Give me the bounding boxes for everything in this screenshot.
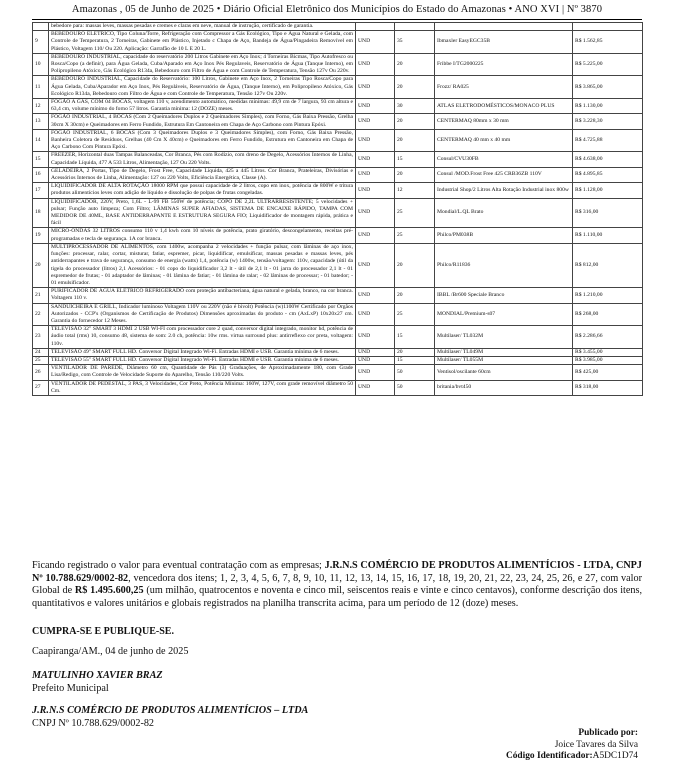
item-brand: CENTERMAQ 40 mm x 40 mm: [435, 129, 573, 152]
item-number: 21: [33, 288, 49, 303]
item-description: MICRO-ONDAS 32 LITROS consumo 110 v 1,4 kwh com 10 níveis de potência, prato giratório, descongelamento, receitas pré-programadas e tecla de segurança. 1A cor branca.: [49, 228, 356, 243]
item-unit: UND: [356, 380, 395, 395]
item-number: 16: [33, 167, 49, 182]
mayor-signature: [32, 670, 642, 695]
table-row: [33, 303, 643, 326]
item-number: 17: [33, 183, 49, 198]
item-quantity: 25: [395, 198, 435, 228]
item-description: VENTILADOR DE PAREDE, Diâmetro 60 cm, Quantidade de Pás (3) Graduações, de Aproximadamente 180, com Grade Lisa/Redigo, com Controle de Velocidade Suporte do Aparelho, Tensão 110/220 Volts.: [49, 365, 356, 380]
item-brand: CENTERMAQ 80mm x 30 mm: [435, 114, 573, 129]
paragraph-mid: , vencedora dos itens; 1, 2, 3, 4, 5, 6, 7, 8, 9, 10, 11, 12, 13, 14, 15, 16, 17, 18, 19, 20, 21, 22, 23, 24, 25, 26, e 27, com valor Global de: [32, 572, 642, 596]
item-quantity: 15: [395, 326, 435, 349]
paragraph-company: J.R.N.S COMÉRCIO DE PRODUTOS ALIMENTÍCIOS - LTDA, CNPJ Nº 10.788.629/0002-82: [32, 560, 642, 584]
item-quantity: 20: [395, 243, 435, 287]
item-brand: Ibmaxler EasyEGC35B: [435, 31, 573, 54]
item-price: R$ 3.228,30: [573, 114, 643, 129]
paragraph-total: R$ 1.495.600,25: [74, 585, 144, 596]
table-row: [33, 348, 643, 356]
item-unit: UND: [356, 303, 395, 326]
mayor-role: Prefeito Municipal: [32, 682, 109, 694]
company-cnpj: CNPJ Nº 10.788.629/0002-82: [32, 717, 155, 729]
items-table: [32, 22, 643, 396]
item-number: [33, 23, 49, 31]
items-table-body: [33, 23, 643, 396]
mayor-name: MATULINHO XAVIER BRAZ: [32, 670, 163, 681]
item-quantity: 12: [395, 183, 435, 198]
item-quantity: 20: [395, 288, 435, 303]
item-description: SANDUICHEIRA E GRILL, Indicador luminoso Voltagem 110V ou 220V (não é bivolt) Potência (w)1100W Certificado por Órgãos Autorizados - CCP's (Organismos de Certificação de Produtos) Dimensões aproximadas do produto - cm (AxLxP) 10x20x27 cm. Garantia do fornecedor 12 Meses.: [49, 303, 356, 326]
item-brand: Mondial/L.QL Brato: [435, 198, 573, 228]
item-quantity: 20: [395, 167, 435, 182]
item-number: 11: [33, 76, 49, 99]
item-description: LIQUIDIFICADOR DE ALTA ROTAÇÃO 18000 RPM que possui capacidade de 2 litros, copo em inox, potência de 800W e tritura produtos alimentícios leves com adição de líquido e dissolução de polpas de frutas congeladas.: [49, 183, 356, 198]
item-brand: Multilaser/ TL032M: [435, 326, 573, 349]
item-price: R$ 318,00: [573, 380, 643, 395]
item-number: 13: [33, 114, 49, 129]
item-quantity: 20: [395, 114, 435, 129]
code-value: A5DC1D74: [592, 751, 638, 761]
item-description: PURIFICADOR DE ÁGUA ELETRICO REFRIGERADO com proteção antibacteriana, água natural e gelada, branco, na cor branca. Voltagem 110 v.: [49, 288, 356, 303]
published-by-label: Publicado por:: [578, 728, 638, 738]
item-price: R$ 316,00: [573, 198, 643, 228]
item-price: R$ 2.286,66: [573, 326, 643, 349]
item-brand: [435, 23, 573, 31]
item-description: TELEVISÃO 49" SMART FULL HD. Conversor Digital Integrado Wi-Fi. Entradas HDMI e USB. Garantia mínima de 6 meses.: [49, 348, 356, 356]
item-brand: MONDIAL/Premium-s07: [435, 303, 573, 326]
item-unit: UND: [356, 99, 395, 114]
item-price: R$ 3.455,00: [573, 348, 643, 356]
item-quantity: [395, 23, 435, 31]
table-row: [33, 228, 643, 243]
table-row: [33, 183, 643, 198]
item-brand: Consul /MOD.Frost Free 425 CRB36ZB 110V: [435, 167, 573, 182]
item-number: 15: [33, 152, 49, 167]
table-row: [33, 129, 643, 152]
page-header: Amazonas , 05 de Junho de 2025 • Diário Oficial Eletrônico dos Municípios do Estado do Amazonas • ANO XVI | Nº 3870: [71, 4, 603, 15]
paragraph-lead: Ficando registrado o valor para eventual contratação com as empresas;: [32, 560, 325, 571]
item-price: R$ 5.225,00: [573, 53, 643, 76]
cumpra-se-heading: CUMPRA-SE E PUBLIQUE-SE.: [32, 626, 174, 637]
item-number: 20: [33, 243, 49, 287]
item-price: R$ 812,00: [573, 243, 643, 287]
item-price: R$ 4.638,00: [573, 152, 643, 167]
item-brand: Multilaser/ TL049M: [435, 348, 573, 356]
item-brand: Multilaser/ TL055M: [435, 356, 573, 364]
publication-info: [506, 728, 638, 763]
publisher-name: Joice Tavares da Silva: [554, 739, 638, 750]
item-brand: Industrial Shop/2 Litros Alta Rotação Industrial inox 800w: [435, 183, 573, 198]
item-number: 26: [33, 365, 49, 380]
item-number: 22: [33, 303, 49, 326]
item-unit: UND: [356, 53, 395, 76]
item-price: R$ 425,00: [573, 365, 643, 380]
table-row: [33, 99, 643, 114]
item-price: R$ 1.210,00: [573, 288, 643, 303]
item-brand: Fribbe I/TG2000225: [435, 53, 573, 76]
item-brand: IBBL /Br600 Speciale Branco: [435, 288, 573, 303]
item-unit: UND: [356, 198, 395, 228]
table-row: [33, 23, 643, 31]
item-unit: UND: [356, 365, 395, 380]
table-row: [33, 53, 643, 76]
item-price: R$ 268,00: [573, 303, 643, 326]
item-quantity: 50: [395, 365, 435, 380]
company-signature: [32, 705, 642, 730]
item-description: FOGÃO A GÁS, COM 04 BOCAS, voltagem 110 v, acendimento automático, medidas mínimas: 49,9 cm de 7 largura, 93 cm altura e 63,4 cm, volume mínimo do forno 57 litros. Garantia mínima: 12 (DOZE) meses.: [49, 99, 356, 114]
item-description: BEBEDOURO INDUSTRIAL, Capacidade do Reservatório: 100 Litros, Gabinete em Aço Inox, 2 Torneiras Tipo Rosca/Copo para Água Gelada, Cuba/Aparador em Aço Inox, Pés Reguláveis, Reservatório de Água, (Tanque Interno), em Polipropileno Atóxico, Gás Ecológico R134a, Bebedouro com Filtro de Água e com Controle de Temperatura, Tensão 127v Ou 220v.: [49, 76, 356, 99]
item-unit: UND: [356, 31, 395, 54]
item-price: R$ 1.110,00: [573, 228, 643, 243]
item-description: LIQUIDIFICADOR, 220V, Preto, 1,6L - L-99 FB 550W de potência; COPO DE 2,2L ULTRARRESISTENTE; 5 velocidades + pulsar; Função auto limpeza; Com Filtro; LÂMINAS SUPER AFIADAS, SISTEMA DE ENCAIXE RÁPIDO, TAMPA COM MEDIDOR DE 40ML, BASE ANTIDERRAPANTE E ESTRUTURA SEGURA FIO; Liquidificador de montagem rápida, prática e fácil: [49, 198, 356, 228]
item-quantity: 20: [395, 348, 435, 356]
table-row: [33, 288, 643, 303]
item-brand: Philco/R11836: [435, 243, 573, 287]
item-brand: ATLAS ELETRODOMÉSTICOS/MONACO PLUS: [435, 99, 573, 114]
item-quantity: 20: [395, 76, 435, 99]
item-quantity: 30: [395, 99, 435, 114]
table-row: [33, 31, 643, 54]
table-row: [33, 243, 643, 287]
item-description: GELADEIRA, 2 Portas, Tipo de Degelo, Frost Free, Capacidade Líquida, 425 a 445 Litros. Cor Branca, Prateleiras, Divisórias e Acessórios Internos de Linha, Alimentação: 127 ou 220 Volts, Eficiência Energética, Classe (A).: [49, 167, 356, 182]
item-unit: UND: [356, 167, 395, 182]
item-unit: UND: [356, 228, 395, 243]
table-row: [33, 198, 643, 228]
item-description: FOGÃO INDUSTRIAL, 6 BOCAS (Com 3 Queimadores Duplos e 3 Queimadores Simples), com Forno, Gás Baixa Pressão, Banheira Coletora de Resíduos, Grelhas (40 Cm X 40cm) e Queimadores em Ferro Fundido, Estrutura em Cantoneira em Chapa de Aço Carbono Com Pintura Epóxi.: [49, 129, 356, 152]
item-description: BEBEDOURO INDUSTRIAL, capacidade do reservatório 200 Litros Gabinete em Aço Inox; 4 Torneiras Bicmas, Tipo Autofresco ou Rosca/Copo (a definir), para Água Gelada, Cuba/Aparado em Aço Inox Pés Regulaveis, Reservatório de Água (Tanque Interno), em Polipropileno Atóxico, Gás Ecológico R134a, Bebedouro com Filtro de Água e com Controle de Temperatura, Tensão 127v Ou 220v.: [49, 53, 356, 76]
item-quantity: 20: [395, 129, 435, 152]
item-brand: Philco/PM038B: [435, 228, 573, 243]
item-unit: UND: [356, 356, 395, 364]
table-row: [33, 326, 643, 349]
item-number: 9: [33, 31, 49, 54]
table-row: [33, 114, 643, 129]
paragraph-tail: (um milhão, quatrocentos e noventa e cinco mil, seiscentos reais e vinte e cinco centavos), conforme descrição dos itens, quantitativos e valores unitários e globais registrados na planilha transcrita acima, para um período de 12 (doze) meses.: [32, 585, 642, 609]
item-description: FREEZER, Horizontal duas Tampas Balanceadas, Cor Branca, Pés com Rodízio, com dreno de Degelo, Acessórios Internos de Linha, Capacidade Líquida, 477 A 533 Litros, Alimentação, 127 Ou 220 Volts.: [49, 152, 356, 167]
item-description: TELEVISÃO 32" SMART 3 HDMI 2 USB WI-FI com processador core 2 quad, conversor digital integrado, monitor hd, potência de áudio total (rms) 10, consumo 48, sistema de som: 2.0 ch, potência: 10w rms. virtua surround plus: antirreflexo cor preta, voltagem: 110v.: [49, 326, 356, 349]
item-brand: britania/bvt450: [435, 380, 573, 395]
item-description: MULTIPROCESSADOR DE ALIMENTOS, com 1400w, acompanha 2 velocidades + função pulsar, com lâminas de aço inox, funções: processar, ralar, cortar, misturar, fatiar, espremer, picar, liquidificar, emulsificar, massas pesadas e massas leves, pés antiderrapantes e trava de segurança, consumo de energia (watts) 1,4, potência (w) 1400w, tensão/voltagem: 110v, capacidade (útil da tigela do processador (litros) 2,1 Acessórios: - 01 copo do liquidificador 3,2 lt - útil de 2,1 lt - 01 jarra do processador 2,1 lt - 01 espremedor de frutas; - 01 adaptador de lâminas; - 01 lâmina de fatiar; - 01 lâmina de ralar; - 02 lâminas de processar; - 01 batedor; - 01 emulsificador.: [49, 243, 356, 287]
item-unit: UND: [356, 114, 395, 129]
item-price: R$ 3.985,00: [573, 356, 643, 364]
item-quantity: 15: [395, 152, 435, 167]
table-row: [33, 152, 643, 167]
item-number: 24: [33, 348, 49, 356]
item-price: R$ 4.895,85: [573, 167, 643, 182]
item-number: 18: [33, 198, 49, 228]
item-price: R$ 4.725,88: [573, 129, 643, 152]
item-number: 27: [33, 380, 49, 395]
table-row: [33, 356, 643, 364]
item-quantity: 15: [395, 356, 435, 364]
item-unit: UND: [356, 326, 395, 349]
item-description: TELEVISÃO 55" SMART FULL HD. Conversor Digital Integrado Wi-Fi. Entradas HDMI e USB. Garantia mínima de 6 meses.: [49, 356, 356, 364]
table-row: [33, 167, 643, 182]
item-unit: UND: [356, 129, 395, 152]
item-price: R$ 3.865,00: [573, 76, 643, 99]
table-row: [33, 365, 643, 380]
company-name: J.R.N.S COMÉRCIO DE PRODUTOS ALIMENTÍCIOS – LTDA: [32, 705, 309, 716]
item-unit: UND: [356, 348, 395, 356]
registration-paragraph: [32, 560, 642, 610]
table-row: [33, 76, 643, 99]
item-brand: Ventisol/oscilante 60cm: [435, 365, 573, 380]
item-unit: UND: [356, 288, 395, 303]
item-quantity: 20: [395, 53, 435, 76]
item-unit: UND: [356, 76, 395, 99]
item-quantity: 25: [395, 303, 435, 326]
item-number: 19: [33, 228, 49, 243]
item-brand: Frozz/ RA025: [435, 76, 573, 99]
item-unit: UND: [356, 243, 395, 287]
item-quantity: 50: [395, 380, 435, 395]
item-number: 12: [33, 99, 49, 114]
item-quantity: 35: [395, 31, 435, 54]
item-unit: [356, 23, 395, 31]
item-number: 10: [33, 53, 49, 76]
item-quantity: 25: [395, 228, 435, 243]
item-description: FOGÃO INDUSTRIAL, 4 BOCAS (Com 2 Queimadores Duplos e 2 Queimadores Simples), com Forno, Gás Baixa Pressão, Grelha 30cm X 30cm) e Queimadores em Ferro Fundido, Estrutura Em Cantoneira em Chapa de Aço Carbono com Pintura Epóxi.: [49, 114, 356, 129]
item-price: R$ 1.562,85: [573, 31, 643, 54]
item-description: VENTILADOR DE PEDESTAL, 3 PAS, 3 Velocidades, Cor Preto, Potência Mínima: 160W, 127V, com grade removível diâmetro 50 Cm.: [49, 380, 356, 395]
item-unit: UND: [356, 152, 395, 167]
item-description: bebedore para: massas leves, massas pesadas e cremes e claras em neve, manual de instrução, certificado de garantia.: [49, 23, 356, 31]
item-unit: UND: [356, 183, 395, 198]
item-price: R$ 1.130,00: [573, 99, 643, 114]
item-price: [573, 23, 643, 31]
item-number: 14: [33, 129, 49, 152]
header-divider: [32, 19, 642, 20]
item-number: 23: [33, 326, 49, 349]
place-date: Caapiranga/AM., 04 de junho de 2025: [32, 646, 189, 657]
item-brand: Consul/CVU30FB: [435, 152, 573, 167]
code-label: Código Identificador:: [505, 751, 593, 761]
table-row: [33, 380, 643, 395]
item-description: BEBEDOURO ELETRICO, Tipo Coluna/Torre, Refrigeração com Compressor a Gás Ecológico, Tipo e Água Natural e Gelada, com Controle de Temperatura, 2 Torneiras, Gabinete em Plástico, Injetado c Chapa de Aço, Bandeja de Água/Pingadeira Removível em Plástico, Voltagem 110/ Ou 220. Aplicação: Garrafão de 10 L E 20 L.: [49, 31, 356, 54]
item-number: 25: [33, 356, 49, 364]
item-price: R$ 1.128,00: [573, 183, 643, 198]
